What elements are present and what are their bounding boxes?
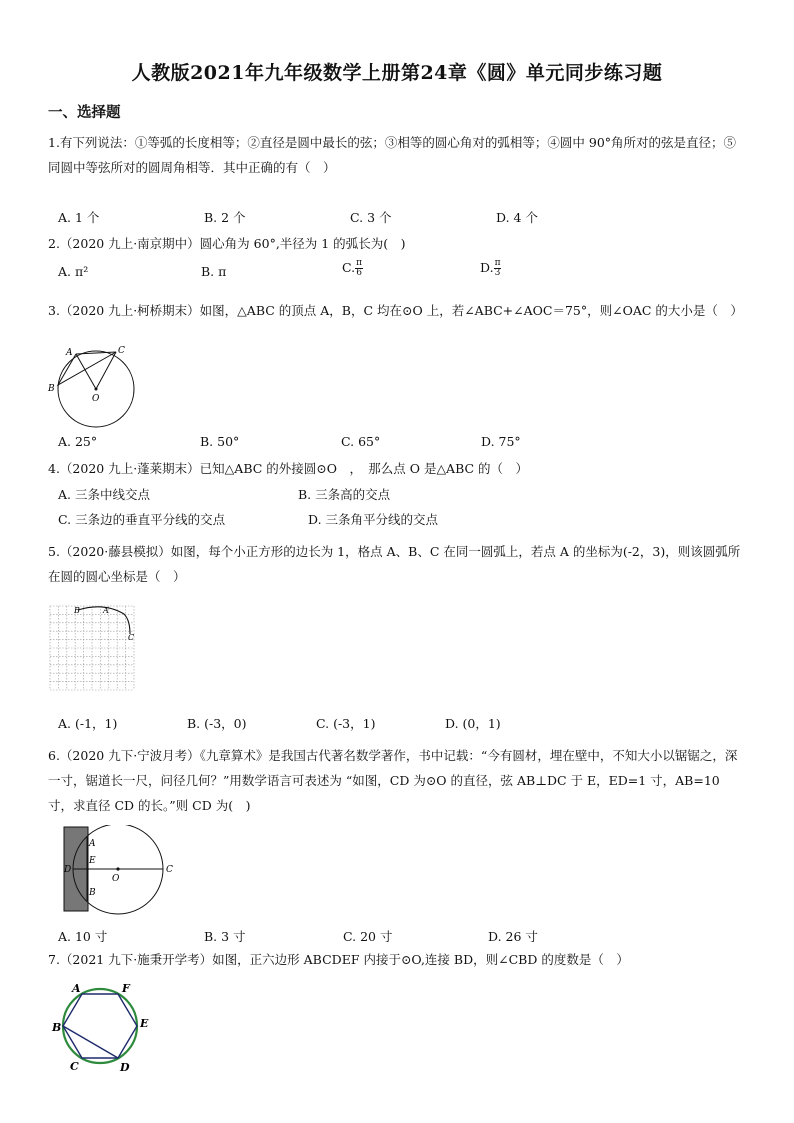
q4-option-b[interactable]: B. 三条高的交点 bbox=[298, 487, 391, 502]
question-1-options bbox=[58, 208, 748, 228]
section-heading: 一、选择题 bbox=[48, 104, 121, 121]
q5-option-d[interactable]: D. (0，1) bbox=[445, 716, 501, 731]
question-2-text: 2.（2020 九上·南京期中）圆心角为 60°,半径为 1 的弧长为( ) bbox=[48, 236, 406, 251]
q6-option-b[interactable]: B. 3 寸 bbox=[204, 929, 246, 944]
q1-option-b[interactable]: B. 2 个 bbox=[204, 210, 246, 225]
q2-option-c-fraction bbox=[355, 259, 363, 278]
fraction-numerator: π bbox=[356, 258, 363, 268]
q3-option-a[interactable]: A. 25° bbox=[58, 434, 98, 449]
question-6-text: 6.（2020 九下·宁波月考）《九章算术》是我国古代著名数学著作，书中记载：“今有圆材，埋在壁中，不知大小以锯锯之，深一寸，锯道长一尺，问径几何？”用数学语言可表述为 “如图，CD 为⊙O 的直径，弦 AB⊥DC 于 E，ED=1 寸，AB=10 寸，求直径 CD 的长。”则 CD 为( ) bbox=[48, 748, 738, 813]
question-2-options bbox=[58, 258, 748, 284]
label-o: O bbox=[92, 394, 100, 404]
q1-option-d[interactable]: D. 4 个 bbox=[496, 210, 538, 225]
fraction-denominator: 6 bbox=[356, 268, 362, 278]
q5-grid-figure bbox=[48, 604, 140, 694]
q3-circle-figure bbox=[46, 343, 141, 433]
label-e: E bbox=[140, 1017, 149, 1030]
q1-option-a[interactable]: A. 1 个 bbox=[58, 210, 100, 225]
label-d: D bbox=[64, 865, 72, 875]
q2-option-d-label: D. bbox=[480, 260, 494, 275]
center-point bbox=[116, 867, 119, 870]
question-3-options bbox=[58, 434, 748, 454]
grid-lines bbox=[50, 606, 134, 690]
q3-option-d[interactable]: D. 75° bbox=[481, 434, 521, 449]
segment-ao bbox=[76, 354, 96, 389]
question-4-options-row1 bbox=[58, 485, 748, 505]
question-3-text: 3.（2020 九上·柯桥期末）如图，△ABC 的顶点 A，B，C 均在⊙O 上，若∠ABC+∠AOC＝75°，则∠OAC 的大小是（ ） bbox=[48, 303, 743, 318]
hexagon-abcdef bbox=[63, 994, 137, 1058]
q2-option-a[interactable]: A. π² bbox=[58, 264, 89, 279]
q6-option-d[interactable]: D. 26 寸 bbox=[488, 929, 538, 944]
q4-option-a[interactable]: A. 三条中线交点 bbox=[58, 487, 150, 502]
label-b: B bbox=[52, 1021, 62, 1034]
question-5-text: 5.（2020·藤县模拟）如图，每个小正方形的边长为 1，格点 A、B、C 在同一圆弧上，若点 A 的坐标为(-2，3)，则该圆弧所在圆的圆心坐标是（ ） bbox=[48, 544, 741, 584]
q7-hexagon-figure bbox=[50, 978, 160, 1076]
label-a: A bbox=[66, 348, 73, 358]
circle-o bbox=[63, 989, 137, 1063]
center-point bbox=[95, 388, 98, 391]
segment-bd bbox=[63, 1026, 118, 1058]
q2-option-c[interactable] bbox=[342, 259, 363, 278]
label-a: A bbox=[89, 839, 96, 849]
label-c: C bbox=[166, 865, 173, 875]
label-e: E bbox=[89, 856, 96, 866]
question-1-text: 1.有下列说法：①等弧的长度相等；②直径是圆中最长的弦；③相等的圆心角对的弧相等；④圆中 90°角所对的弦是直径；⑤同圆中等弦所对的圆周角相等．其中正确的有（ ） bbox=[48, 135, 737, 175]
q5-option-a[interactable]: A. (-1，1) bbox=[58, 716, 118, 731]
page-title: 人教版2021年九年级数学上册第24章《圆》单元同步练习题 bbox=[131, 62, 663, 84]
question-4-options-row2 bbox=[58, 510, 748, 530]
fraction-numerator: π bbox=[494, 258, 501, 268]
q5-option-b[interactable]: B. (-3，0) bbox=[187, 716, 247, 731]
q2-option-c-label: C. bbox=[342, 260, 356, 275]
fraction-denominator: 3 bbox=[494, 268, 501, 278]
label-a: A bbox=[103, 606, 109, 615]
label-b: B bbox=[48, 384, 55, 394]
question-6-options bbox=[58, 927, 748, 947]
q1-option-c[interactable]: C. 3 个 bbox=[350, 210, 392, 225]
q3-option-b[interactable]: B. 50° bbox=[200, 434, 240, 449]
q4-option-c[interactable]: C. 三条边的垂直平分线的交点 bbox=[58, 512, 226, 527]
q3-option-c[interactable]: C. 65° bbox=[341, 434, 381, 449]
label-b: B bbox=[74, 606, 80, 615]
label-c: C bbox=[128, 633, 135, 642]
label-b: B bbox=[89, 888, 96, 898]
label-c: C bbox=[70, 1060, 79, 1073]
q6-option-a[interactable]: A. 10 寸 bbox=[58, 929, 108, 944]
question-7-text: 7.（2021 九下·施秉开学考）如图，正六边形 ABCDEF 内接于⊙O,连接 BD，则∠CBD 的度数是（ ） bbox=[48, 952, 629, 967]
question-5-options bbox=[58, 714, 748, 734]
label-d: D bbox=[120, 1061, 130, 1074]
label-a: A bbox=[72, 982, 81, 995]
q4-option-d[interactable]: D. 三条角平分线的交点 bbox=[308, 512, 439, 527]
q2-option-b[interactable]: B. π bbox=[201, 264, 227, 279]
question-4-text: 4.（2020 九上·蓬莱期末）已知△ABC 的外接圆⊙O ， 那么点 O 是△ABC 的（ ） bbox=[48, 461, 529, 476]
label-c: C bbox=[118, 346, 125, 356]
label-o: O bbox=[112, 874, 120, 884]
q6-circle-wall-figure bbox=[60, 825, 180, 915]
q5-option-c[interactable]: C. (-3，1) bbox=[316, 716, 376, 731]
q2-option-d[interactable] bbox=[480, 259, 501, 278]
q6-option-c[interactable]: C. 20 寸 bbox=[343, 929, 393, 944]
q2-option-d-fraction bbox=[494, 259, 502, 278]
label-f: F bbox=[122, 982, 130, 995]
